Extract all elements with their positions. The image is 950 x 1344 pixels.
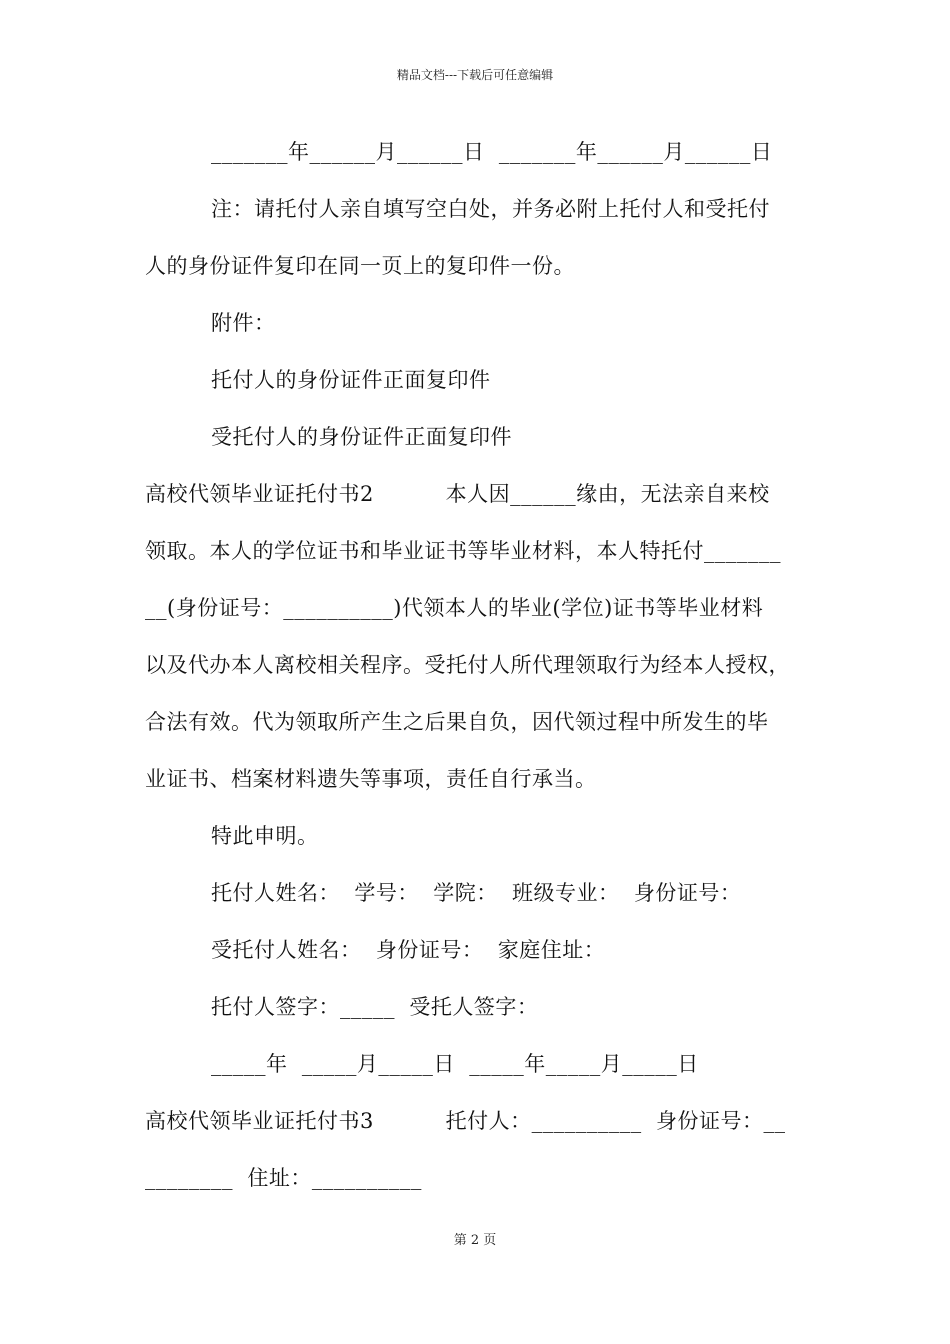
page-number: 第 2 页 — [453, 1233, 497, 1248]
date-line-1: _______年______月______日 _______年______月______日 — [211, 140, 773, 164]
letter-3-title-line: 高校代领毕业证托付书3 托付人：__________ 身份证号：__ — [145, 1109, 786, 1133]
declaration-line: 特此申明。 — [211, 824, 319, 848]
page-header: 精品文档---下载后可任意编辑 — [396, 68, 554, 82]
attachment-heading: 附件： — [211, 311, 276, 335]
note-line-1: 注：请托付人亲自填写空白处，并务必附上托付人和受托付 — [211, 197, 770, 221]
note-line-2: 人的身份证件复印在同一页上的复印件一份。 — [145, 254, 575, 278]
letter-2-body-line-2: __(身份证号：__________)代领本人的毕业(学位)证书等毕业材料 — [145, 596, 764, 620]
date-line-2: _____年 _____月_____日 _____年_____月_____日 — [211, 1052, 699, 1076]
attachment-item-2: 受托付人的身份证件正面复印件 — [211, 425, 512, 449]
letter-2-body-line-4: 合法有效。代为领取所产生之后果自负，因代领过程中所发生的毕 — [145, 710, 769, 734]
attachment-item-1: 托付人的身份证件正面复印件 — [211, 368, 491, 392]
letter-2-body-line-3: 以及代办本人离校相关程序。受托付人所代理领取行为经本人授权， — [145, 653, 790, 677]
letter-2-body-line-1: 领取。本人的学位证书和毕业证书等毕业材料，本人特托付_______ — [145, 539, 781, 563]
letter-3-body-line-1: ________ 住址：__________ — [145, 1166, 422, 1190]
signature-line: 托付人签字：_____ 受托人签字： — [211, 995, 539, 1019]
letter-2-body-line-5: 业证书、档案材料遗失等事项，责任自行承当。 — [145, 767, 597, 791]
principal-info-line: 托付人姓名： 学号： 学院： 班级专业： 身份证号： — [211, 881, 742, 905]
letter-2-title-line: 高校代领毕业证托付书2 本人因______缘由，无法亲自来校 — [145, 482, 770, 506]
agent-info-line: 受托付人姓名： 身份证号： 家庭住址： — [211, 938, 606, 962]
